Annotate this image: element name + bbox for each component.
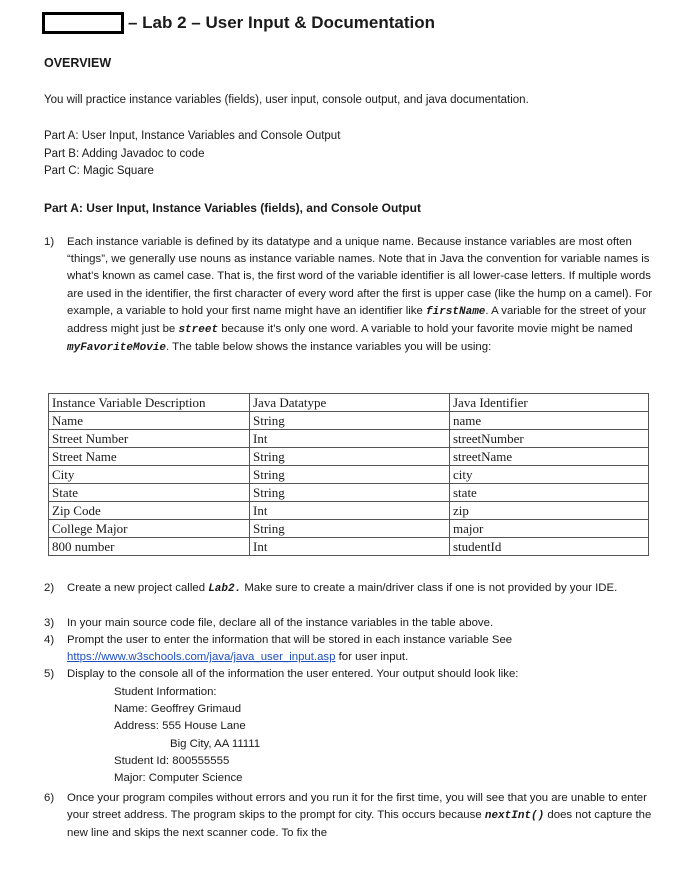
table-cell: major — [450, 520, 649, 538]
page-title: – Lab 2 – User Input & Documentation — [128, 13, 435, 32]
output-line: Student Id: 800555555 — [114, 754, 230, 767]
table-row — [49, 466, 649, 484]
code-identifier: Lab2. — [208, 583, 242, 595]
step-4 — [44, 632, 654, 666]
step-text: In your main source code file, declare all of the instance variables in the table above. — [67, 617, 494, 629]
code-identifier: firstName — [426, 305, 486, 318]
step-text: Display to the console all of the information the user entered. Your output should look like: — [67, 668, 519, 680]
overview-heading: OVERVIEW — [44, 56, 112, 70]
table-cell: City — [49, 466, 250, 484]
step-text-part: because it’s only one word. A variable to hold your favorite movie might be named — [218, 323, 633, 336]
step-number: 3) — [44, 617, 55, 629]
table-row — [49, 448, 649, 466]
table-cell: College Major — [49, 520, 250, 538]
step-1 — [44, 234, 654, 357]
sample-output — [114, 684, 260, 787]
output-line: Name: Geoffrey Grimaud — [114, 703, 242, 716]
table-cell: streetNumber — [450, 430, 649, 448]
step-6 — [44, 790, 654, 843]
step-text-part: Create a new project called — [67, 582, 209, 594]
overview-text: You will practice instance variables (fields), user input, console output, and java documentation. — [44, 94, 529, 106]
step-number: 5) — [44, 668, 55, 680]
part-item: Part A: User Input, Instance Variables and Console Output — [44, 130, 341, 142]
table-cell: streetName — [450, 448, 649, 466]
table-cell: String — [250, 448, 450, 466]
code-identifier: street — [178, 324, 219, 337]
step-text-part: . The table below shows the instance variables you will be using: — [166, 341, 492, 354]
step-number: 2) — [44, 582, 55, 594]
name-redaction-box — [42, 12, 124, 34]
table-header-cell: Java Identifier — [450, 394, 649, 412]
table-header-cell: Instance Variable Description — [49, 394, 250, 412]
step-number: 4) — [44, 634, 55, 646]
part-a-heading: Part A: User Input, Instance Variables (fields), and Console Output — [44, 201, 421, 215]
step-5 — [44, 666, 654, 683]
table-cell: String — [250, 484, 450, 502]
step-text-part: . A variable for the street of your address might just be — [67, 304, 647, 336]
step-number: 6) — [44, 792, 55, 804]
table-row — [49, 520, 649, 538]
step-text-part: Once your program compiles without errors and you run it for the first time, you will see that you are unable to enter your street address. The program skips to the prompt for city. This occurs because — [67, 792, 647, 822]
table-cell: Street Name — [49, 448, 250, 466]
table-cell: String — [250, 520, 450, 538]
output-line: Major: Computer Science — [114, 772, 243, 785]
table-cell: Zip Code — [49, 502, 250, 520]
step-text-part: Prompt the user to enter the information that will be stored in each instance variable See — [67, 634, 513, 646]
table-cell: zip — [450, 502, 649, 520]
table-header-cell: Java Datatype — [250, 394, 450, 412]
table-cell: city — [450, 466, 649, 484]
step-text — [67, 790, 654, 843]
table-cell: Street Number — [49, 430, 250, 448]
table-row — [49, 484, 649, 502]
step-number: 1) — [44, 236, 55, 248]
step-text — [67, 632, 654, 666]
code-identifier: myFavoriteMovie — [67, 342, 167, 355]
table-cell: studentId — [450, 538, 649, 556]
table-row — [49, 502, 649, 520]
code-identifier: nextInt() — [484, 810, 545, 823]
table-row — [49, 538, 649, 556]
table-cell: name — [450, 412, 649, 430]
table-row — [49, 412, 649, 430]
table-cell: Int — [250, 538, 450, 556]
table-cell: Name — [49, 412, 250, 430]
table-cell: Int — [250, 502, 450, 520]
step-3 — [44, 615, 654, 632]
instance-variables-table — [48, 393, 649, 556]
table-cell: String — [250, 466, 450, 484]
table-cell: State — [49, 484, 250, 502]
step-text-part: for user input. — [335, 651, 409, 664]
parts-list — [44, 128, 340, 181]
w3schools-link[interactable]: https://www.w3schools.com/java/java_user_input.asp — [67, 651, 336, 664]
step-text-part: does not capture the new line and skips the next scanner code. To fix the — [67, 809, 652, 840]
step-text-part: Each instance variable is defined by its datatype and a unique name. Because instance variables are most often “things”, we generally use nouns as instance variable names. Note that in Java the convention for variable names is what’s known as camel case. That is, the first word of the variable identifier is all lower-case letters. If multiple words are used in the identifier, the first character of every word after the first is upper case (like the hump on a camel). For example, a variable to hold your first name might have an identifier like — [67, 236, 652, 317]
table-row — [49, 430, 649, 448]
table-cell: String — [250, 412, 450, 430]
step-text-part: Make sure to create a main/driver class if one is not provided by your IDE. — [241, 582, 618, 594]
part-item: Part C: Magic Square — [44, 165, 154, 177]
step-2 — [44, 580, 654, 598]
output-line: Student Information: — [114, 686, 217, 698]
table-header-row — [49, 394, 649, 412]
output-line: Big City, AA 11111 — [170, 737, 261, 750]
table-cell: 800 number — [49, 538, 250, 556]
step-text — [67, 234, 654, 357]
table-cell: Int — [250, 430, 450, 448]
output-line: Address: 555 House Lane — [114, 720, 246, 733]
step-text — [67, 580, 654, 598]
part-item: Part B: Adding Javadoc to code — [44, 147, 205, 160]
table-cell: state — [450, 484, 649, 502]
title-row — [42, 10, 435, 36]
